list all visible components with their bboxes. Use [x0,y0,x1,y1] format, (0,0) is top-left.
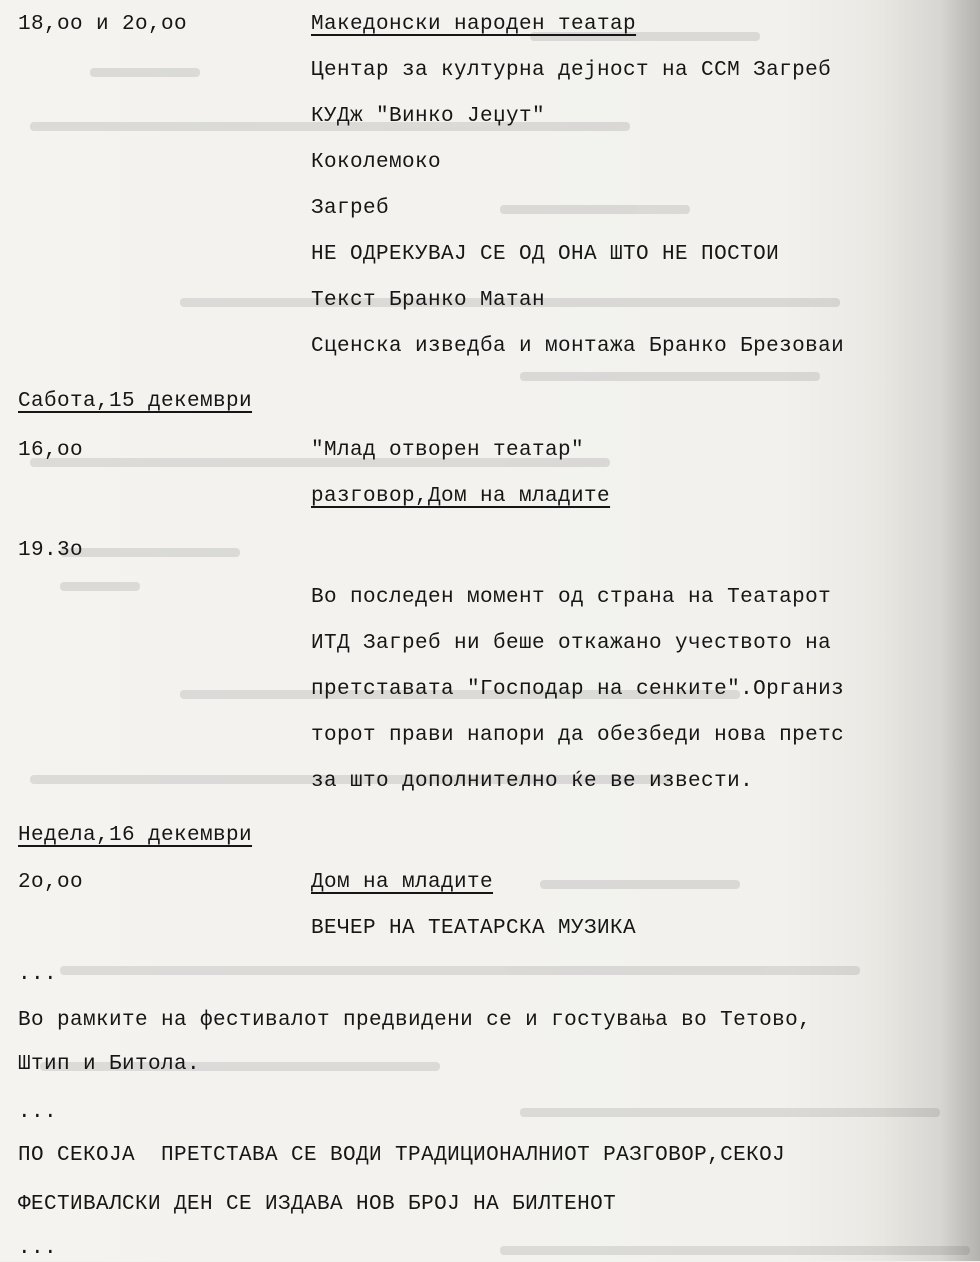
time-saturday-1: 16,оо [18,439,84,462]
staging-line: Сценска изведба и монтажа Бранко Брезоваи [311,335,845,358]
tour-paragraph-line-1: Во рамките на фестивалот предвидени се и гостувања во Тетово, [18,1009,812,1032]
notice-line-1: Во последен момент од страна на Театарот [311,586,832,609]
page-edge-shadow [880,0,980,1261]
notice-line-5: за што дополнително ќе ве извести. [311,770,754,793]
tour-paragraph-line-2: Штип и Битола. [18,1053,201,1076]
city-line: Загреб [311,197,390,220]
event-discussion: разговор,Дом на младите [311,485,611,508]
notice-line-4: торот прави напори да обезбеди нова претс [311,724,845,747]
discussion-paragraph-line-2: ФЕСТИВАЛСКИ ДЕН СЕ ИЗДАВА НОВ БРОЈ НА БИЛТЕНОТ [18,1193,617,1216]
separator-3: ... [18,1237,58,1260]
separator-2: ... [18,1101,58,1124]
venue-sunday: Дом на младите [311,871,494,894]
time-sunday: 2о,оо [18,871,84,894]
notice-line-2: ИТД Загреб ни беше откажано учеството на [311,632,832,655]
time-saturday-2: 19.3о [18,539,84,562]
event-young-theatre: "Млад отворен театар" [311,439,585,462]
venue-heading: Македонски народен театар [311,13,637,36]
event-music-evening: ВЕЧЕР НА ТЕАТАРСКА МУЗИКА [311,917,637,940]
author-line: Текст Бранко Матан [311,289,546,312]
separator-1: ... [18,963,58,986]
day-heading-sunday: Недела,16 декември [18,824,253,847]
discussion-paragraph-line-1: ПО СЕКОЈА ПРЕТСТАВА СЕ ВОДИ ТРАДИЦИОНАЛНИОТ РАЗГОВОР,СЕКОЈ [18,1144,786,1167]
group-line: Коколемоко [311,151,442,174]
play-title: НЕ ОДРЕКУВАЈ СЕ ОД ОНА ШТО НЕ ПОСТОИ [311,243,780,266]
day-heading-saturday: Сабота,15 декември [18,390,253,413]
organizer-line: Центар за културна дејност на ССМ Загреб [311,59,832,82]
time-opening: 18,оо и 2о,оо [18,13,188,36]
troupe-line: КУДж "Винко Јеџут" [311,105,546,128]
notice-line-3: претставата "Господар на сенките".Организ [311,678,845,701]
